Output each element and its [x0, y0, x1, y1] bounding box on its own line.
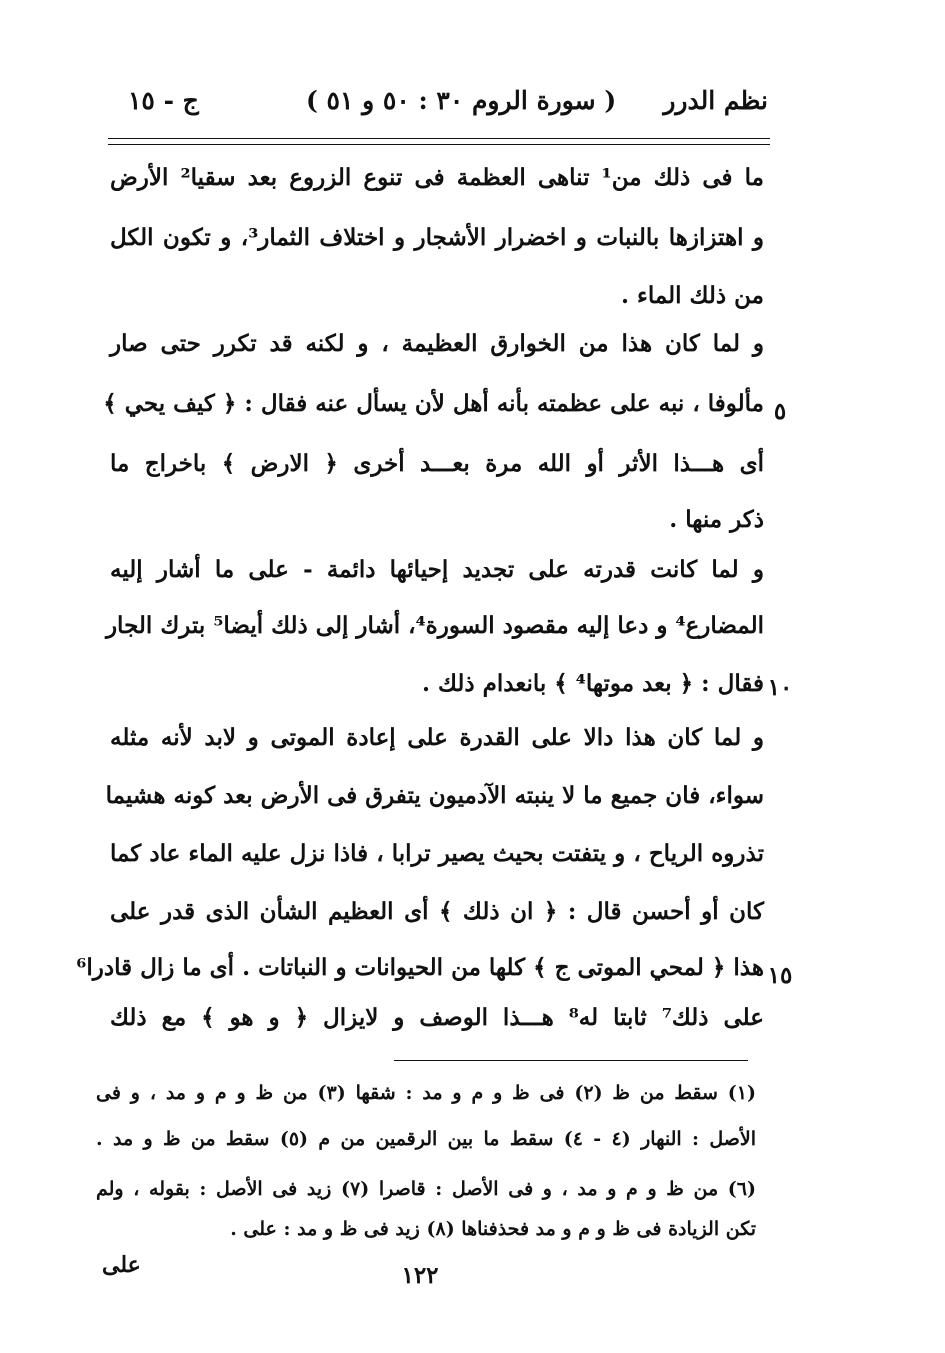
header-rule-inner — [108, 144, 770, 145]
text-line: كان أو أحسن قال : ﴿ ان ذلك ﴾ أى العظيم الشأن الذى قدر على — [110, 898, 764, 925]
sura-reference: ( سورة الروم ٣٠ : ٥٠ و ٥١ ) — [306, 86, 617, 115]
text-line: و اهتزازها بالنبات و اخضرار الأشجار و اختلاف الثمار³، و تكون الكل — [110, 224, 765, 251]
text-line: من ذلك الماء . — [620, 282, 764, 309]
line-number-5: ٥ — [773, 398, 787, 425]
footnote-line: (٦) من ظ و م و مد ، و فى الأصل : قاصرا (٧) زيد فى الأصل : بقوله ، ولم — [96, 1178, 757, 1200]
footnote-line: تكن الزيادة فى ظ و م و مد فحذفناها (٨) زيد فى ظ و مد : على . — [230, 1218, 756, 1240]
text-line: و لما كان هذا من الخوارق العظيمة ، و لكنه قد تكرر حتى صار — [110, 330, 764, 357]
line-number-15: ١٥ — [767, 962, 793, 989]
footnote-line: (١) سقط من ظ (٢) فى ظ و م و مد : شقها (٣) من ظ و م و مد ، و فى — [96, 1082, 757, 1104]
line-number-10: ١٠ — [767, 674, 793, 701]
footnote-line: الأصل : النهار (٤ - ٤) سقط ما بين الرقمين من م (٥) سقط من ظ و مد . — [96, 1128, 756, 1150]
text-line: أى هـــذا الأثر أو الله مرة بعـــد أخرى ﴿ الارض ﴾ باخراج ما — [110, 450, 764, 477]
text-line: و لما كانت قدرته على تجديد إحيائها دائمة - على ما أشار إليه — [110, 556, 764, 583]
header-rule — [108, 138, 770, 139]
catchword: على — [102, 1252, 141, 1278]
text-line: و لما كان هذا دالا على القدرة على إعادة الموتى و لابد لأنه مثله — [110, 724, 764, 751]
text-line: مألوفا ، نبه على عظمته بأنه أهل لأن يسأل عنه فقال : ﴿ كيف يحي ﴾ — [103, 390, 764, 417]
text-line: المضارع⁴ و دعا إليه مقصود السورة⁴، أشار إلى ذلك أيضا⁵ بترك الجار — [105, 612, 764, 639]
text-line: سواء، فان جميع ما لا ينبته الآدميون يتفرق فى الأرض بعد كونه هشيما — [105, 782, 764, 809]
text-line: تذروه الرياح ، و يتفتت بحيث يصير ترابا ، فاذا نزل عليه الماء عاد كما — [110, 840, 764, 867]
text-line: هذا ﴿ لمحي الموتى ج ﴾ كلها من الحيوانات و النباتات . أى ما زال قادرا⁶ — [76, 954, 764, 981]
part-number: ج - ١٥ — [128, 86, 199, 115]
text-line: فقال : ﴿ بعد موتها⁴ ﴾ بانعدام ذلك . — [422, 670, 764, 697]
footnote-rule — [394, 1060, 748, 1061]
book-title: نظم الدرر — [663, 86, 768, 115]
text-line: ما فى ذلك من¹ تناهى العظمة فى تنوع الزروع بعد سقيا² الأرض — [110, 164, 764, 191]
page-number: ١٢٢ — [401, 1262, 439, 1289]
running-header — [108, 86, 768, 130]
text-line: ذكر منها . — [669, 506, 764, 533]
text-line: على ذلك⁷ ثابتا له⁸ هـــذا الوصف و لايزال ﴿ و هو ﴾ مع ذلك — [110, 1004, 764, 1031]
